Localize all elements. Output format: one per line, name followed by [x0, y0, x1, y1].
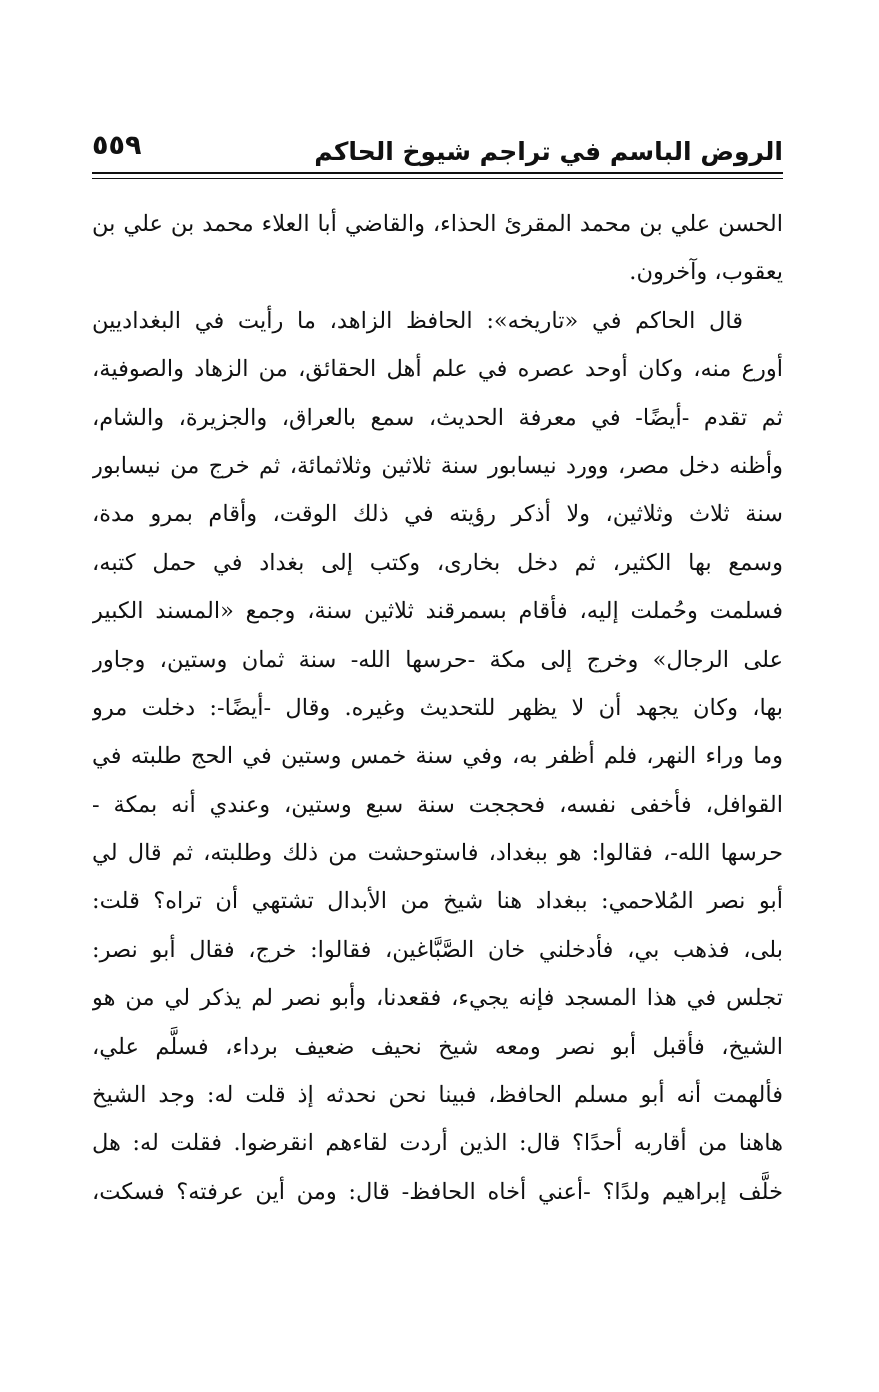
- page-number: ٥٥٩: [92, 130, 142, 161]
- text-line: أورع منه، وكان أوحد عصره في علم أهل الحقائق، من الزهاد والصوفية،: [92, 356, 783, 383]
- paragraph-1: [92, 200, 783, 297]
- text-line: أبو نصر المُلاحمي: ببغداد هنا شيخ من الأبدال تشتهي أن تراه؟ قلت:: [92, 888, 783, 915]
- text-line: وسمع بها الكثير، ثم دخل بخارى، وكتب إلى بغداد في حمل كتبه،: [92, 549, 783, 576]
- text-line: بلى، فذهب بي، فأدخلني خان الصَّبَّاغين، فقالوا: خرج، فقال أبو نصر:: [92, 936, 783, 963]
- text-line: بها، وكان يجهد أن لا يظهر للتحديث وغيره. وقال -أيضًا-: دخلت مرو: [92, 694, 783, 721]
- text-line: فألهمت أنه أبو مسلم الحافظ، فبينا نحن نحدثه إذ قلت له: وجد الشيخ: [92, 1082, 783, 1109]
- text-line: الحسن علي بن محمد المقرئ الحذاء، والقاضي أبا العلاء محمد بن علي بن: [92, 211, 783, 237]
- running-header: [92, 128, 783, 172]
- text-line: سنة ثلاث وثلاثين، ولا أذكر رؤيته في ذلك الوقت، وأقام بمرو مدة،: [92, 501, 783, 528]
- text-line: وما وراء النهر، فلم أظفر به، وفي سنة خمس وستين في الحج طلبته في: [92, 743, 783, 770]
- text-line: فسلمت وحُملت إليه، فأقام بسمرقند ثلاثين سنة، وجمع «المسند الكبير: [92, 598, 783, 625]
- header-rule-thick: [92, 172, 783, 174]
- text-line: قال الحاكم في «تاريخه»: الحافظ الزاهد، ما رأيت في البغداديين: [92, 307, 743, 334]
- header-rule-thin: [92, 178, 783, 179]
- text-line: خلَّف إبراهيم ولدًا؟ -أعني أخاه الحافظ- قال: ومن أين عرفته؟ فسكت،: [92, 1178, 783, 1205]
- text-line: على الرجال» وخرج إلى مكة -حرسها الله- سنة ثمان وستين، وجاور: [92, 646, 783, 673]
- text-line: الشيخ، فأقبل أبو نصر ومعه شيخ نحيف ضعيف برداء، فسلَّم علي،: [92, 1033, 783, 1060]
- text-line: يعقوب، وآخرون.: [629, 259, 783, 286]
- paragraph-2: [92, 297, 783, 1216]
- body-text: [92, 200, 783, 1216]
- text-line: تجلس في هذا المسجد فإنه يجيء، فقعدنا، وأبو نصر لم يذكر لي من هو: [92, 985, 783, 1012]
- text-line: وأظنه دخل مصر، وورد نيسابور سنة ثلاثين وثلاثمائة، ثم خرج من نيسابور: [92, 452, 783, 479]
- book-title: الروض الباسم في تراجم شيوخ الحاكم: [314, 137, 783, 166]
- text-line: ثم تقدم -أيضًا- في معرفة الحديث، سمع بالعراق، والجزيرة، والشام،: [92, 404, 783, 431]
- text-line: حرسها الله-، فقالوا: هو ببغداد، فاستوحشت من ذلك وطلبته، ثم قال لي: [92, 840, 783, 867]
- text-line: هاهنا من أقاربه أحدًا؟ قال: الذين أردت لقاءهم انقرضوا. فقلت له: هل: [92, 1130, 783, 1157]
- text-line: القوافل، فأخفى نفسه، فحججت سنة سبع وستين، وعندي أنه بمكة -: [92, 791, 783, 818]
